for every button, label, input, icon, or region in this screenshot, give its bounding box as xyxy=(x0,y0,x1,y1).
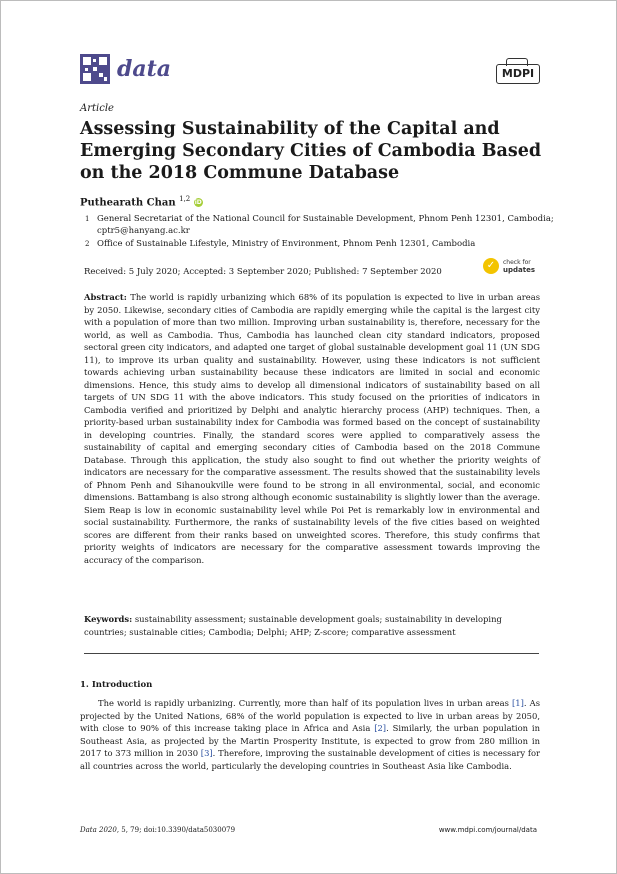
journal-name: data xyxy=(117,56,172,82)
journal-logo-icon xyxy=(80,54,110,84)
footer-citation xyxy=(80,826,235,834)
abstract-text: The world is rapidly urbanizing which 68% of its population is expected to live in urban areas by 2050. Likewise, secondary cities of Cambodia are rapidly emerging while the capital is the largest city with a population of more than two million. Improving urban sustainability is, therefore, necessary for the world, as well as Cambodia. Thus, Cambodia has launched clean city standard indicators, proposed sectoral green city indicators, and adapted one target of global sustainable development goal 11 (UN SDG 11), to improve its urban quality and sustainability. However, using these indicators is not sufficient towards achieving urban sustainability because these indicators are limited in social and economic dimensions. Hence, this study aims to develop all dimensional indicators of sustainability based on all targets of UN SDG 11 with the above indicators. This study focused on the priorities of indicators in Cambodia verified and prioritized by Delphi and analytic hierarchy process (AHP) techniques. Then, a priority-based urban sustainability index for Cambodia was formed based on the concept of sustainability in developing countries. Finally, the standard scores were applied to comparatively assess the sustainability of capital and emerging secondary cities of Cambodia based on the 2018 Commune Database. Through this application, the study also sought to find out whether the priority weights of indicators are necessary for the comparative assessment. The results showed that the sustainability levels of Phnom Penh and Sihanoukville were found to be strong in all environmental, social, and economic dimensions. Battambang is also strong although economic sustainability is slightly lower than the average. Siem Reap is low in economic sustainability level while Poi Pet is remarkably low in environmental and social sustainability. Furthermore, the ranks of sustainability levels of the five cities based on weighted scores are different from their ranks based on unweighted scores. Therefore, this study confirms that priority weights of indicators are necessary for the comparative assessment towards improving the accuracy of the comparison. xyxy=(84,292,540,565)
section-divider xyxy=(84,653,539,654)
keywords-text: sustainability assessment; sustainable development goals; sustainability in developing countries; sustainable cities; Cambodia; Delphi; AHP; Z-score; comparative assessment xyxy=(84,614,502,637)
publication-dates: Received: 5 July 2020; Accepted: 3 September 2020; Published: 7 September 2020 xyxy=(84,267,442,277)
check-updates-line1: check for xyxy=(503,259,531,266)
affiliation-text: General Secretariat of the National Council for Sustainable Development, Phnom Penh 12301, Cambodia; cptr5@hanyang.ac.kr xyxy=(97,214,554,236)
footer-doi: , 5, 79; doi:10.3390/data5030079 xyxy=(116,826,236,834)
citation-link-3[interactable]: [3] xyxy=(200,748,213,758)
author-line xyxy=(80,195,203,208)
author-affiliation-marks: 1,2 xyxy=(179,195,191,203)
footer-url[interactable]: www.mdpi.com/journal/data xyxy=(438,826,537,834)
intro-text-4: . Therefore, improving the sustainable development of cities is necessary for all countries across the world, particularly the developing countries in Southeast Asia like Cambodia. xyxy=(80,748,540,771)
affiliation-number: 1 xyxy=(85,215,90,223)
keywords xyxy=(84,613,540,638)
publisher-logo: MDPI xyxy=(496,64,540,84)
section-heading: 1. Introduction xyxy=(80,680,153,690)
intro-text-3: . Similarly, the urban population in Southeast Asia, as projected by the Martin Prosperity Institute, is expected to grow from 280 million in 2017 to 373 million in 2030 xyxy=(80,723,540,758)
abstract xyxy=(84,291,540,566)
citation-link-1[interactable]: [1] xyxy=(512,698,524,708)
introduction-paragraph xyxy=(80,697,540,772)
keywords-label: Keywords: xyxy=(84,614,133,624)
footer-journal-year: Data 2020 xyxy=(80,826,117,834)
intro-text-1: The world is rapidly urbanizing. Currently, more than half of its population lives in urban areas xyxy=(98,698,513,708)
citation-link-2[interactable]: [2] xyxy=(374,723,387,733)
check-updates-line2: updates xyxy=(503,266,535,274)
check-updates-icon: ✓ xyxy=(483,258,499,274)
abstract-label: Abstract: xyxy=(84,292,127,302)
article-type: Article xyxy=(80,103,114,114)
affiliation-text: Office of Sustainable Lifestyle, Ministry of Environment, Phnom Penh 12301, Cambodia xyxy=(97,239,476,249)
article-title: Assessing Sustainability of the Capital and Emerging Secondary Cities of Cambodia Based on the 2018 Commune Database xyxy=(80,119,542,183)
affiliation-number: 2 xyxy=(85,240,90,248)
intro-text-2: . As projected by the United Nations, 68% of the world population is expected to live in urban areas by 2050, with close to 90% of this increase taking place in Africa and Asia xyxy=(80,698,541,733)
author-name: Puthearath Chan xyxy=(80,197,176,209)
orcid-icon[interactable]: iD xyxy=(194,199,202,207)
